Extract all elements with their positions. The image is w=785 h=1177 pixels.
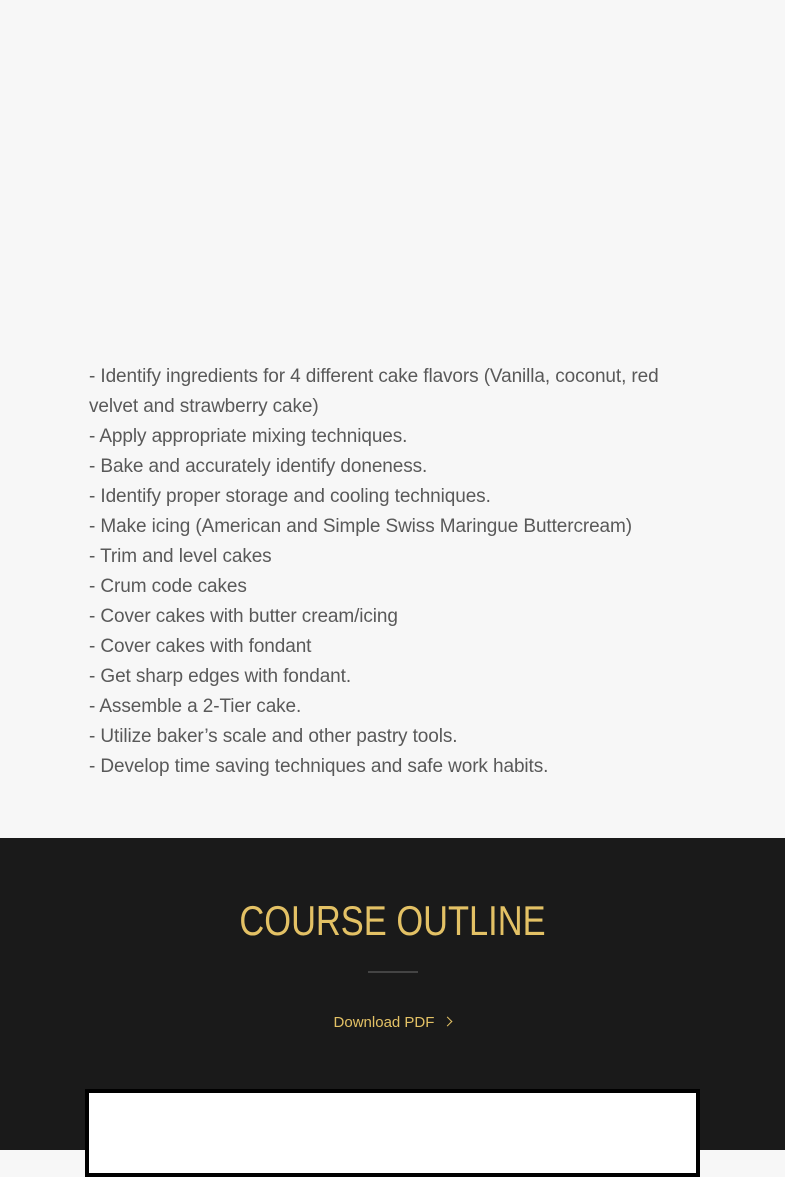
download-pdf-label: Download PDF	[333, 1014, 435, 1031]
list-item: - Cover cakes with butter cream/icing	[89, 606, 398, 627]
list-item: - Get sharp edges with fondant.	[89, 666, 352, 687]
list-item: - Assemble a 2-Tier cake.	[89, 696, 302, 717]
list-item: - Identify ingredients for 4 different cake flavors (Vanilla, coconut, red velvet and strawberry cake)	[89, 366, 659, 417]
list-item: - Crum code cakes	[89, 576, 247, 597]
download-pdf-link[interactable]	[0, 1012, 785, 1034]
list-item: - Apply appropriate mixing techniques.	[89, 426, 408, 447]
chevron-right-icon	[443, 1017, 453, 1027]
list-item: - Utilize baker’s scale and other pastry tools.	[89, 726, 458, 747]
list-item: - Make icing (American and Simple Swiss Maringue Buttercream)	[89, 516, 632, 537]
list-item: - Trim and level cakes	[89, 546, 272, 567]
list-item: - Bake and accurately identify doneness.	[89, 456, 428, 477]
list-item: - Cover cakes with fondant	[89, 636, 312, 657]
objectives-list	[89, 362, 689, 782]
title-divider	[368, 971, 418, 973]
course-outline-section	[0, 838, 785, 1150]
list-item: - Identify proper storage and cooling techniques.	[89, 486, 491, 507]
pdf-viewer-frame[interactable]	[85, 1089, 700, 1177]
section-title: COURSE OUTLINE	[239, 897, 546, 944]
list-item: - Develop time saving techniques and safe work habits.	[89, 756, 549, 777]
